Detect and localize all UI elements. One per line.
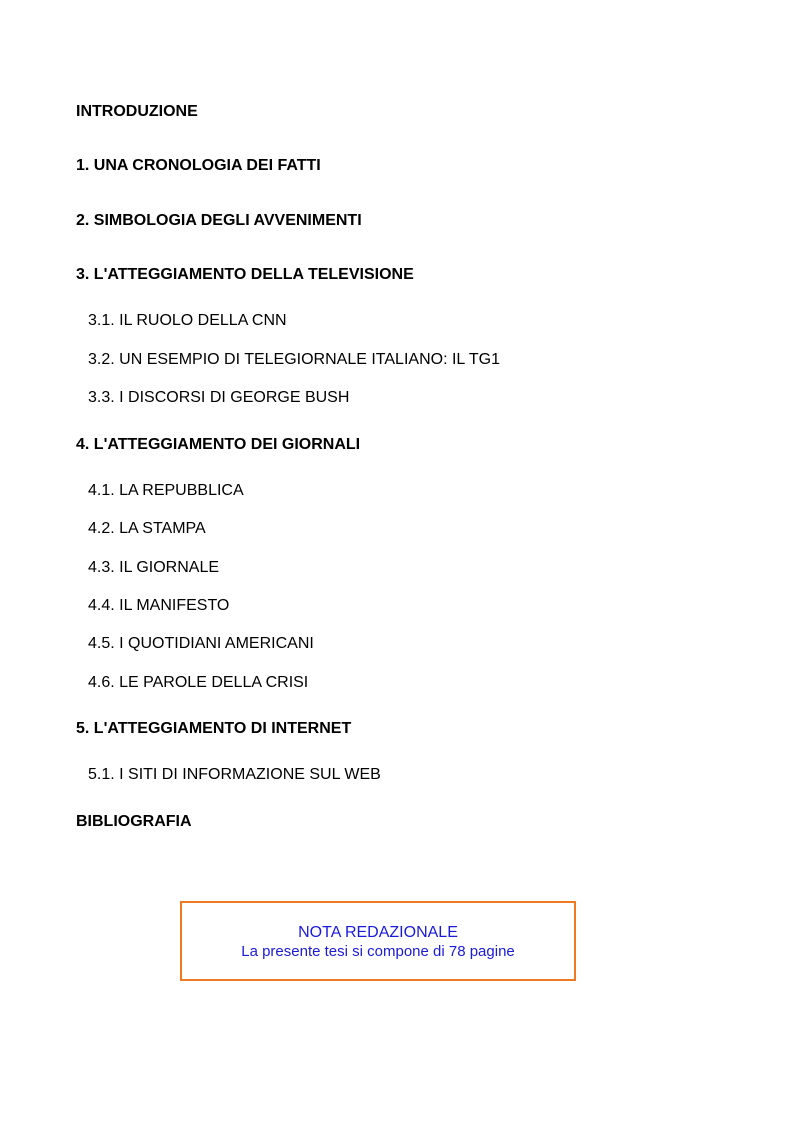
editorial-note-box [180,901,576,981]
toc-heading: 2. SIMBOLOGIA DEGLI AVVENIMENTI [76,212,362,229]
toc-subitem: 3.2. UN ESEMPIO DI TELEGIORNALE ITALIANO: IL TG1 [88,351,500,368]
toc-heading: 5. L'ATTEGGIAMENTO DI INTERNET [76,720,352,737]
toc-subitem: 3.1. IL RUOLO DELLA CNN [88,312,287,329]
toc-heading: 4. L'ATTEGGIAMENTO DEI GIORNALI [76,436,361,453]
toc-heading: INTRODUZIONE [76,103,198,120]
toc-subitem: 4.3. IL GIORNALE [88,559,220,576]
toc-heading: BIBLIOGRAFIA [76,813,192,830]
toc-subitem: 4.6. LE PAROLE DELLA CRISI [88,674,309,691]
toc-subitem: 5.1. I SITI DI INFORMAZIONE SUL WEB [88,766,381,783]
note-text: La presente tesi si compone di 78 pagine [241,943,515,960]
toc-subitem: 3.3. I DISCORSI DI GEORGE BUSH [88,389,350,406]
note-title: NOTA REDAZIONALE [298,924,458,941]
toc-subitem: 4.4. IL MANIFESTO [88,597,230,614]
toc-subitem: 4.1. LA REPUBBLICA [88,482,244,499]
toc-subitem: 4.5. I QUOTIDIANI AMERICANI [88,635,314,652]
toc-heading: 3. L'ATTEGGIAMENTO DELLA TELEVISIONE [76,266,414,283]
toc-heading: 1. UNA CRONOLOGIA DEI FATTI [76,157,321,174]
toc-subitem: 4.2. LA STAMPA [88,520,206,537]
